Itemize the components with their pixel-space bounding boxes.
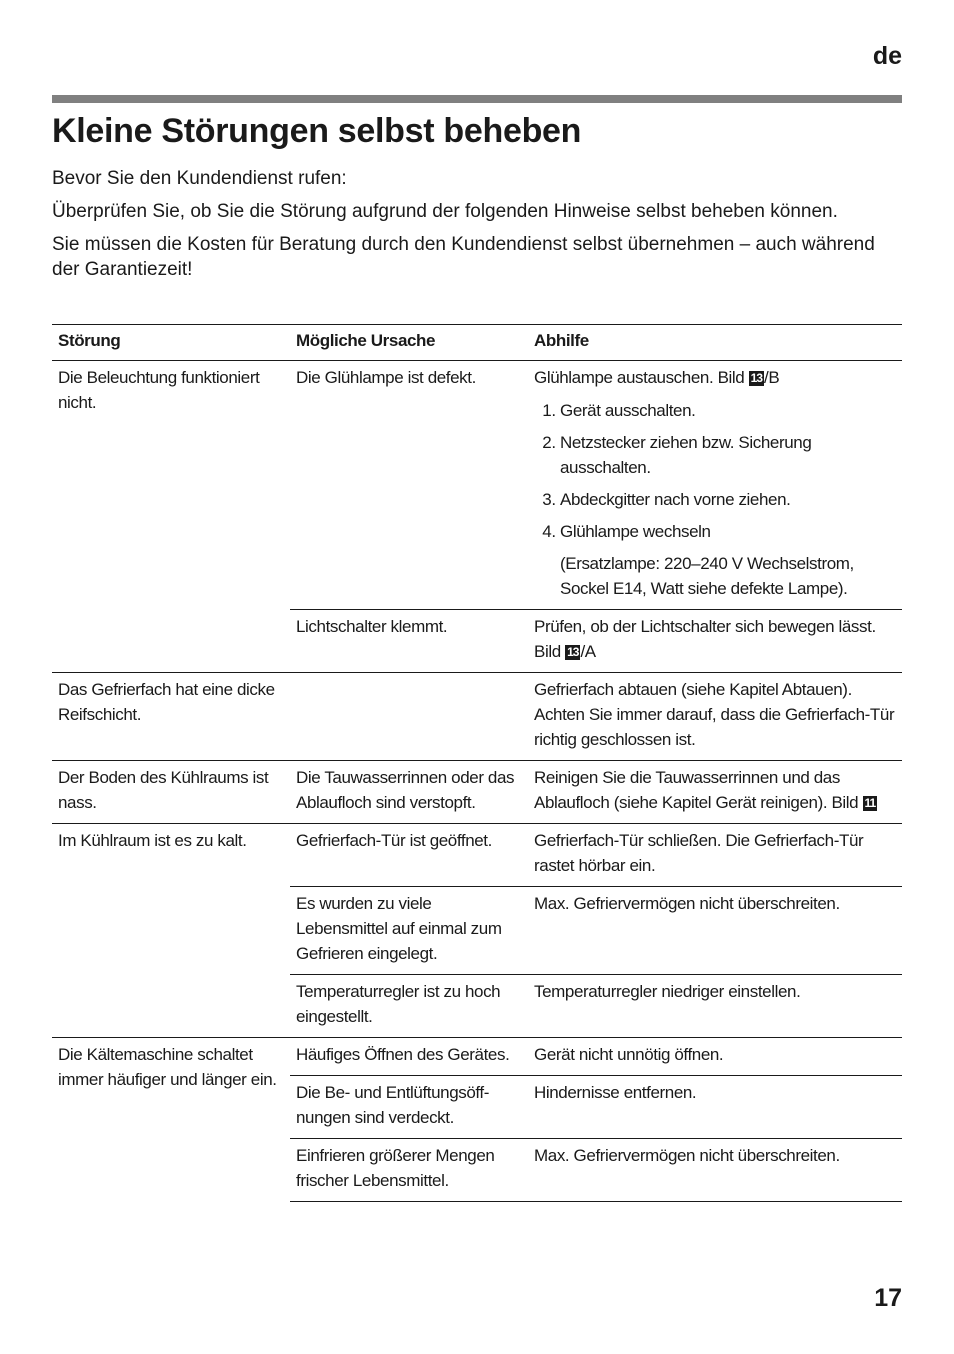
cause-cell: Gefrierfach-Tür ist geöffnet. [290,824,528,887]
remedy-text-suffix: /A [580,642,596,661]
cause-cell: Einfrieren größerer Mengen frischer Lebensmittel. [290,1139,528,1202]
figure-ref-icon: 11 [864,796,876,810]
problem-cell: Die Beleuchtung funktioniert nicht. [58,368,260,412]
header-cause: Mögliche Ursache [290,325,528,361]
remedy-cell: Gerät nicht unnötig öffnen. [528,1038,902,1076]
list-item: 1. Gerät ausschalten. [560,398,896,423]
table-row [52,824,902,887]
remedy-cell: Max. Gefriervermögen nicht überschreiten. [528,887,902,975]
remedy-text: Reinigen Sie die Tauwasserrinnen und das Ablaufloch (siehe Kapitel Gerät reinigen). Bild [534,768,863,812]
table-row [52,673,902,761]
table-header-row [52,325,902,361]
remedy-cell: Temperaturregler niedriger einstellen. [528,975,902,1038]
page-title: Kleine Störungen selbst beheben [52,112,582,150]
table-row [52,761,902,824]
list-item: 3. Abdeckgitter nach vorne ziehen. [560,487,896,512]
intro-line-1: Bevor Sie den Kundendienst rufen: [52,168,347,189]
figure-ref-icon: 13 [750,371,763,385]
remedy-cell: Gefrierfach-Tür schließen. Die Gefrierfach-Tür rastet hörbar ein. [528,824,902,887]
table-row [52,361,902,610]
intro-line-2: Überprüfen Sie, ob Sie die Störung aufgrund der folgenden Hinweise selbst beheben können. [52,201,838,222]
problem-cell: Im Kühlraum ist es zu kalt. [52,824,290,1038]
remedy-text: Prüfen, ob der Lichtschalter sich bewegen lässt. Bild [534,617,876,661]
remedy-cell [528,761,902,824]
cause-cell: Temperaturregler ist zu hoch eingestellt. [290,975,528,1038]
figure-ref-icon: 13 [567,645,579,659]
header-remedy: Abhilfe [528,325,902,361]
problem-cell: Das Gefrierfach hat eine dicke Reifschicht. [52,673,290,761]
list-item: 2. Netzstecker ziehen bzw. Sicherung ausschalten. [560,430,896,480]
troubleshooting-table [52,324,902,1202]
cause-cell: Lichtschalter klemmt. [290,610,528,673]
problem-cell: Die Kältemaschine schaltet immer häufiger und länger ein. [52,1038,290,1202]
page-number: 17 [874,1284,902,1312]
remedy-text-suffix: /B [764,368,780,387]
cause-cell: Die Tauwasserrinnen oder das Ablaufloch sind verstopft. [290,761,528,824]
cause-cell: Häufiges Öffnen des Gerätes. [290,1038,528,1076]
remedy-cell: Hindernisse entfernen. [528,1076,902,1139]
remedy-cell [528,361,902,610]
header-rule [52,95,902,103]
table-row [52,1038,902,1076]
remedy-text: Glühlampe austauschen. Bild [534,368,749,387]
cause-cell: Es wurden zu viele Lebensmittel auf einmal zum Gefrieren eingelegt. [290,887,528,975]
remedy-cell [528,610,902,673]
cause-cell: Die Be- und Entlüftungsöff-nungen sind verdeckt. [290,1076,528,1139]
problem-cell: Der Boden des Kühlraums ist nass. [52,761,290,824]
cause-cell: Die Glühlampe ist defekt. [296,368,476,387]
intro-text [52,166,902,290]
language-tag: de [872,42,902,70]
intro-line-3: Sie müssen die Kosten für Beratung durch den Kundendienst selbst übernehmen – auch während der Garantiezeit! [52,234,875,280]
header-problem: Störung [52,325,290,361]
remedy-cell: Gefrierfach abtauen (siehe Kapitel Abtauen). Achten Sie immer darauf, dass die Gefrierfach-Tür richtig geschlossen ist. [528,673,902,761]
list-item: 4. Glühlampe wechseln [560,519,896,544]
remedy-cell: Max. Gefriervermögen nicht überschreiten. [528,1139,902,1202]
cause-cell [290,673,528,761]
step-list [534,398,896,544]
replacement-note: (Ersatzlampe: 220–240 V Wechselstrom, Sockel E14, Watt siehe defekte Lampe). [560,554,854,598]
